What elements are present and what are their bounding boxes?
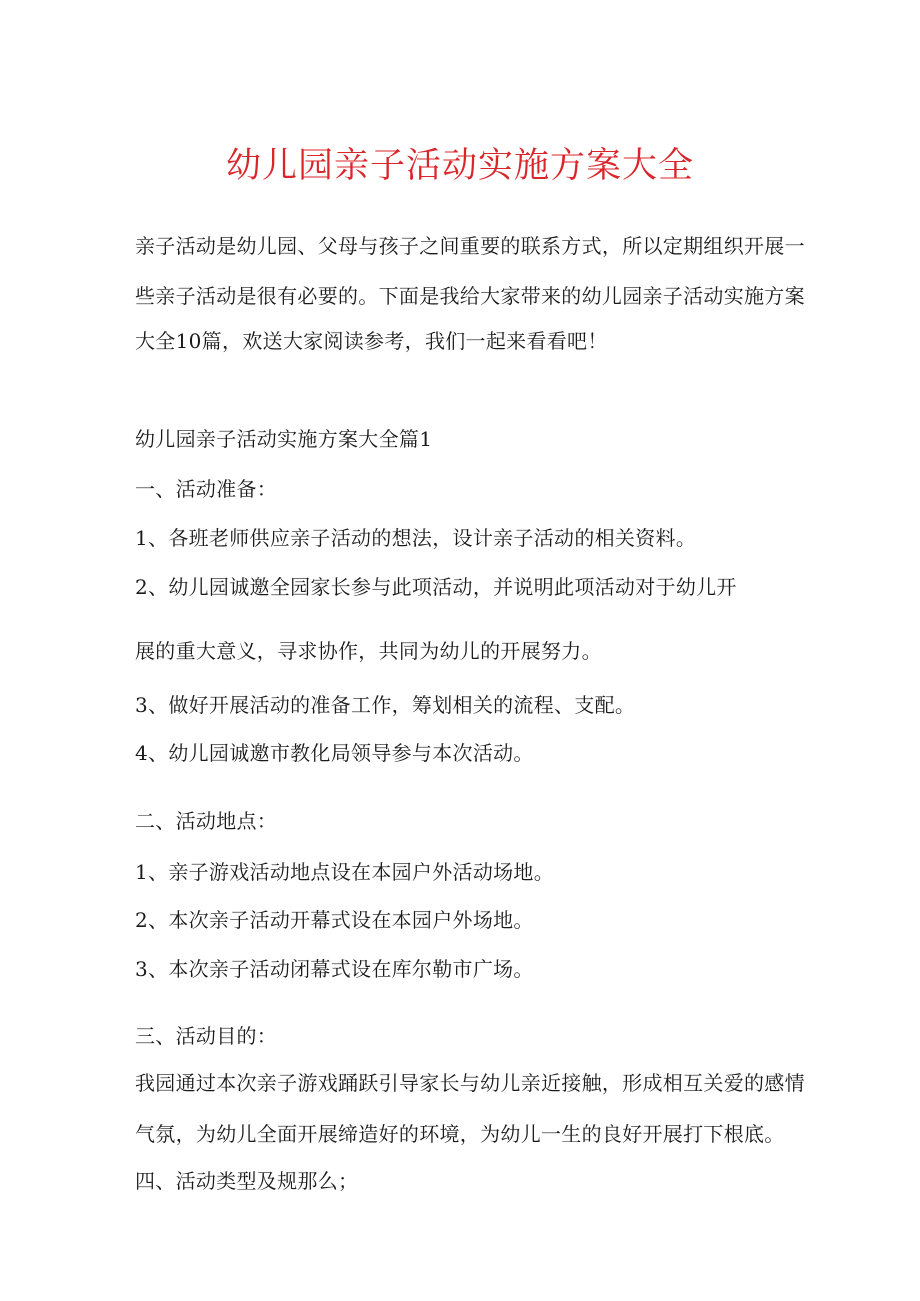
preparation-item-1: 1、各班老师供应亲子活动的想法，设计亲子活动的相关资料。 <box>135 526 697 550</box>
intro-line-2: 些亲子活动是很有必要的。下面是我给大家带来的幼儿园亲子活动实施方案 <box>135 284 805 308</box>
location-item-3: 3、本次亲子活动闭幕式设在库尔勒市广场。 <box>135 957 534 981</box>
purpose-line-2: 气氛，为幼儿全面开展缔造好的环境，为幼儿一生的良好开展打下根底。 <box>135 1122 785 1146</box>
purpose-line-1: 我园通过本次亲子游戏踊跃引导家长与幼儿亲近接触，形成相互关爱的感情 <box>135 1071 805 1095</box>
location-item-1: 1、亲子游戏活动地点设在本园户外活动场地。 <box>135 860 555 884</box>
section-heading-location: 二、活动地点： <box>135 809 278 833</box>
location-item-2: 2、本次亲子活动开幕式设在本园户外场地。 <box>135 908 534 932</box>
document-title: 幼儿园亲子活动实施方案大全 <box>225 146 694 186</box>
section-heading-types-rules: 四、活动类型及规那么； <box>135 1169 359 1193</box>
preparation-item-2: 2、幼儿园诚邀全园家长参与此项活动，并说明此项活动对于幼儿开 <box>135 575 737 599</box>
intro-line-3: 大全10篇，欢送大家阅读参考，我们一起来看看吧！ <box>135 329 608 353</box>
intro-line-1: 亲子活动是幼儿园、父母与孩子之间重要的联系方式，所以定期组织开展一 <box>135 234 805 258</box>
preparation-item-4: 4、幼儿园诚邀市教化局领导参与本次活动。 <box>135 741 534 765</box>
preparation-item-3: 3、做好开展活动的准备工作，筹划相关的流程、支配。 <box>135 693 636 717</box>
section-heading-purpose: 三、活动目的： <box>135 1024 278 1048</box>
preparation-item-2-continued: 展的重大意义，寻求协作，共同为幼儿的开展努力。 <box>135 639 602 663</box>
section-heading-preparation: 一、活动准备： <box>135 477 278 501</box>
chapter-heading: 幼儿园亲子活动实施方案大全篇1 <box>135 427 433 451</box>
